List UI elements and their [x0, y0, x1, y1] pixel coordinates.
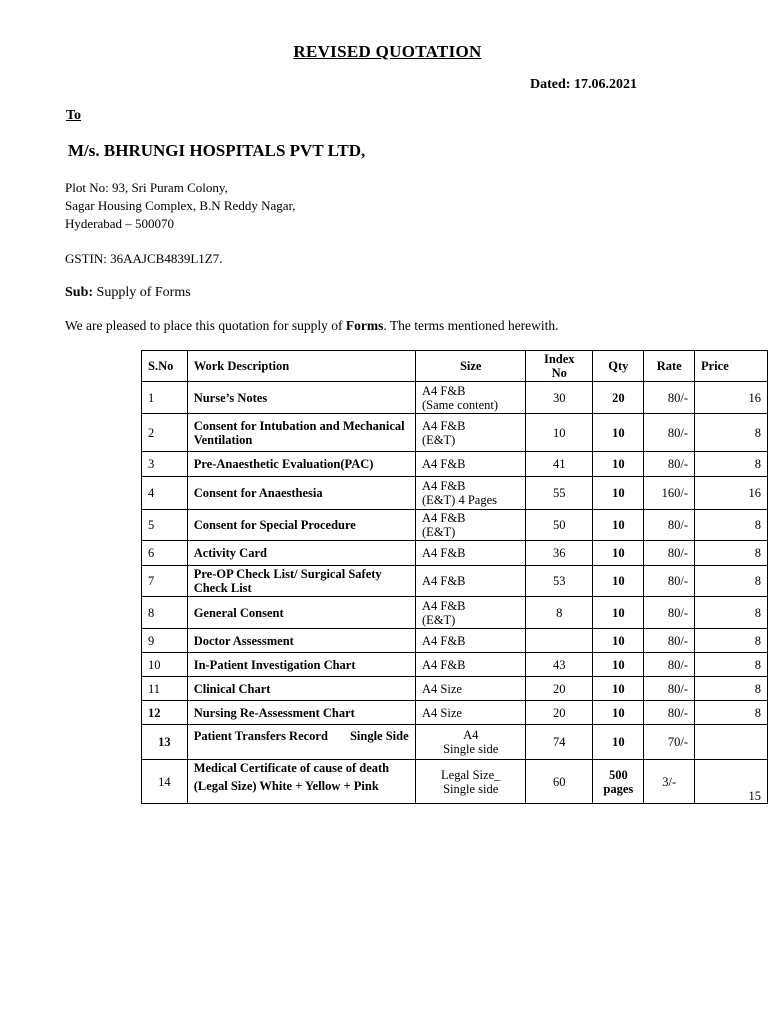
cell-index: 8 — [526, 597, 593, 629]
cell-size — [416, 597, 526, 629]
table-row — [142, 725, 768, 760]
size-line: A4 F&B — [422, 511, 466, 525]
cell-qty — [593, 760, 644, 804]
subject-line — [65, 285, 191, 301]
cell-index: 20 — [526, 677, 593, 701]
cell-index: 53 — [526, 566, 593, 597]
cell-size: A4 F&B — [416, 629, 526, 653]
cell-description: Nurse’s Notes — [187, 382, 415, 414]
description-line: Consent for Intubation and Mechanical — [193, 418, 405, 433]
size-line: Single side — [443, 781, 499, 796]
cell-size: A4 Size — [416, 677, 526, 701]
intro-text: We are pleased to place this quotation for supply of — [65, 318, 346, 333]
cell-description: Doctor Assessment — [187, 629, 415, 653]
cell-qty: 10 — [593, 597, 644, 629]
cell-rate: 160/- — [644, 477, 695, 510]
table-row — [142, 677, 768, 701]
intro-bold: Forms — [345, 318, 384, 333]
size-line: A4 F&B — [422, 418, 466, 433]
cell-index: 20 — [526, 701, 593, 725]
table-row — [142, 510, 768, 541]
cell-sno: 10 — [142, 653, 188, 677]
intro-paragraph — [65, 318, 559, 334]
qty-line: 500 — [608, 767, 628, 782]
table-row — [142, 629, 768, 653]
cell-qty: 10 — [593, 477, 644, 510]
cell-index: 30 — [526, 382, 593, 414]
cell-qty: 10 — [593, 541, 644, 566]
cell-rate: 3/- — [644, 760, 695, 804]
cell-price — [695, 725, 768, 760]
size-line: (E&T) — [422, 525, 456, 539]
recipient-company: M/s. BHRUNGI HOSPITALS PVT LTD, — [68, 141, 366, 160]
table-header-row — [142, 351, 768, 382]
cell-price: 8 — [695, 541, 768, 566]
header-size: Size — [416, 351, 526, 382]
size-line: Single side — [443, 742, 499, 756]
cell-rate: 80/- — [644, 452, 695, 477]
cell-sno: 12 — [142, 701, 188, 725]
cell-size — [416, 477, 526, 510]
cell-price: 8 — [695, 677, 768, 701]
header-index-line: No — [551, 366, 567, 380]
cell-description: In-Patient Investigation Chart — [187, 653, 415, 677]
to-label: To — [66, 108, 82, 123]
cell-qty: 20 — [593, 382, 644, 414]
table-row — [142, 566, 768, 597]
cell-sno: 7 — [142, 566, 188, 597]
cell-description: Pre-Anaesthetic Evaluation(PAC) — [187, 452, 415, 477]
description-extra: Single Side — [349, 729, 409, 743]
cell-qty: 10 — [593, 653, 644, 677]
cell-size — [416, 725, 526, 760]
table-row — [142, 653, 768, 677]
size-line: (Same content) — [422, 397, 499, 412]
size-line: (E&T) 4 Pages — [422, 493, 497, 507]
cell-price: 8 — [695, 597, 768, 629]
cell-qty: 10 — [593, 629, 644, 653]
cell-rate: 80/- — [644, 541, 695, 566]
cell-price: 8 — [695, 510, 768, 541]
cell-description — [187, 725, 415, 760]
header-index-no — [526, 351, 593, 382]
cell-sno: 6 — [142, 541, 188, 566]
description-line: Ventilation — [193, 432, 253, 447]
cell-qty: 10 — [593, 677, 644, 701]
cell-index: 60 — [526, 760, 593, 804]
cell-description: Consent for Special Procedure — [187, 510, 415, 541]
cell-rate: 80/- — [644, 677, 695, 701]
cell-rate: 80/- — [644, 382, 695, 414]
address-line: Sagar Housing Complex, B.N Reddy Nagar, — [65, 198, 296, 213]
cell-index: 36 — [526, 541, 593, 566]
cell-sno: 1 — [142, 382, 188, 414]
cell-rate: 80/- — [644, 597, 695, 629]
size-line: A4 F&B — [422, 479, 466, 493]
cell-rate: 80/- — [644, 414, 695, 452]
header-rate: Rate — [644, 351, 695, 382]
cell-sno: 2 — [142, 414, 188, 452]
cell-sno: 9 — [142, 629, 188, 653]
cell-rate: 80/- — [644, 701, 695, 725]
cell-sno: 14 — [142, 760, 188, 804]
cell-size: A4 F&B — [416, 653, 526, 677]
qty-line: pages — [603, 781, 634, 796]
cell-sno: 13 — [142, 725, 188, 760]
cell-size — [416, 760, 526, 804]
description-line: Check List — [193, 581, 252, 595]
cell-qty: 10 — [593, 566, 644, 597]
cell-description — [187, 566, 415, 597]
description-line: (Legal Size) White + Yellow + Pink — [193, 779, 379, 793]
description-line: Pre-OP Check List/ Surgical Safety — [193, 567, 382, 581]
cell-size — [416, 414, 526, 452]
cell-index: 43 — [526, 653, 593, 677]
dated-label: Dated: — [530, 77, 571, 92]
cell-size: A4 F&B — [416, 541, 526, 566]
cell-rate: 80/- — [644, 566, 695, 597]
cell-description: General Consent — [187, 597, 415, 629]
size-line: A4 F&B — [422, 598, 466, 613]
subject-label: Sub: — [65, 285, 94, 300]
cell-description — [187, 760, 415, 804]
cell-index: 74 — [526, 725, 593, 760]
cell-description: Clinical Chart — [187, 677, 415, 701]
table-row — [142, 541, 768, 566]
description-line: Medical Certificate of cause of death — [193, 761, 390, 775]
table-row — [142, 597, 768, 629]
table-row — [142, 701, 768, 725]
cell-index: 10 — [526, 414, 593, 452]
cell-price: 16 — [695, 382, 768, 414]
cell-description: Consent for Anaesthesia — [187, 477, 415, 510]
size-line: (E&T) — [422, 612, 456, 627]
size-line: A4 F&B — [422, 383, 466, 398]
cell-qty: 10 — [593, 725, 644, 760]
cell-price: 8 — [695, 653, 768, 677]
recipient-address — [65, 179, 296, 233]
cell-size — [416, 382, 526, 414]
cell-price: 8 — [695, 629, 768, 653]
intro-text: . The terms mentioned herewith. — [383, 318, 559, 333]
dated-value: 17.06.2021 — [573, 77, 637, 92]
cell-index — [526, 629, 593, 653]
cell-sno: 11 — [142, 677, 188, 701]
cell-sno: 4 — [142, 477, 188, 510]
table-row — [142, 760, 768, 804]
cell-description: Activity Card — [187, 541, 415, 566]
cell-qty: 10 — [593, 452, 644, 477]
cell-sno: 8 — [142, 597, 188, 629]
address-line: Plot No: 93, Sri Puram Colony, — [65, 180, 228, 195]
cell-qty: 10 — [593, 414, 644, 452]
cell-qty: 10 — [593, 701, 644, 725]
cell-description — [187, 414, 415, 452]
document-title: REVISED QUOTATION — [293, 42, 482, 61]
cell-price: 8 — [695, 566, 768, 597]
cell-rate: 80/- — [644, 653, 695, 677]
cell-rate: 80/- — [644, 510, 695, 541]
cell-price: 16 — [695, 477, 768, 510]
size-line: (E&T) — [422, 432, 456, 447]
cell-rate: 80/- — [644, 629, 695, 653]
cell-price: 8 — [695, 414, 768, 452]
cell-rate: 70/- — [644, 725, 695, 760]
cell-size: A4 F&B — [416, 566, 526, 597]
cell-price: 8 — [695, 701, 768, 725]
header-description: Work Description — [187, 351, 415, 382]
cell-sno: 3 — [142, 452, 188, 477]
cell-index: 55 — [526, 477, 593, 510]
cell-size: A4 Size — [416, 701, 526, 725]
subject-text: Supply of Forms — [93, 285, 191, 300]
cell-qty: 10 — [593, 510, 644, 541]
quotation-table — [141, 350, 768, 804]
gstin: GSTIN: 36AAJCB4839L1Z7. — [65, 251, 223, 266]
description-text: Patient Transfers Record — [193, 729, 328, 743]
cell-price: 8 — [695, 452, 768, 477]
size-line: Legal Size_ — [441, 767, 501, 782]
table-row — [142, 382, 768, 414]
cell-index: 50 — [526, 510, 593, 541]
header-index-line: Index — [543, 352, 575, 366]
table-row — [142, 477, 768, 510]
header-sno: S.No — [142, 351, 188, 382]
cell-size: A4 F&B — [416, 452, 526, 477]
date-line — [530, 77, 637, 93]
cell-index: 41 — [526, 452, 593, 477]
cell-size — [416, 510, 526, 541]
header-price: Price — [695, 351, 768, 382]
table-row — [142, 414, 768, 452]
cell-sno: 5 — [142, 510, 188, 541]
header-qty: Qty — [593, 351, 644, 382]
size-line: A4 — [463, 728, 479, 742]
table-row — [142, 452, 768, 477]
address-line: Hyderabad – 500070 — [65, 216, 175, 231]
cell-description: Nursing Re-Assessment Chart — [187, 701, 415, 725]
cell-price: 15 — [695, 760, 768, 804]
